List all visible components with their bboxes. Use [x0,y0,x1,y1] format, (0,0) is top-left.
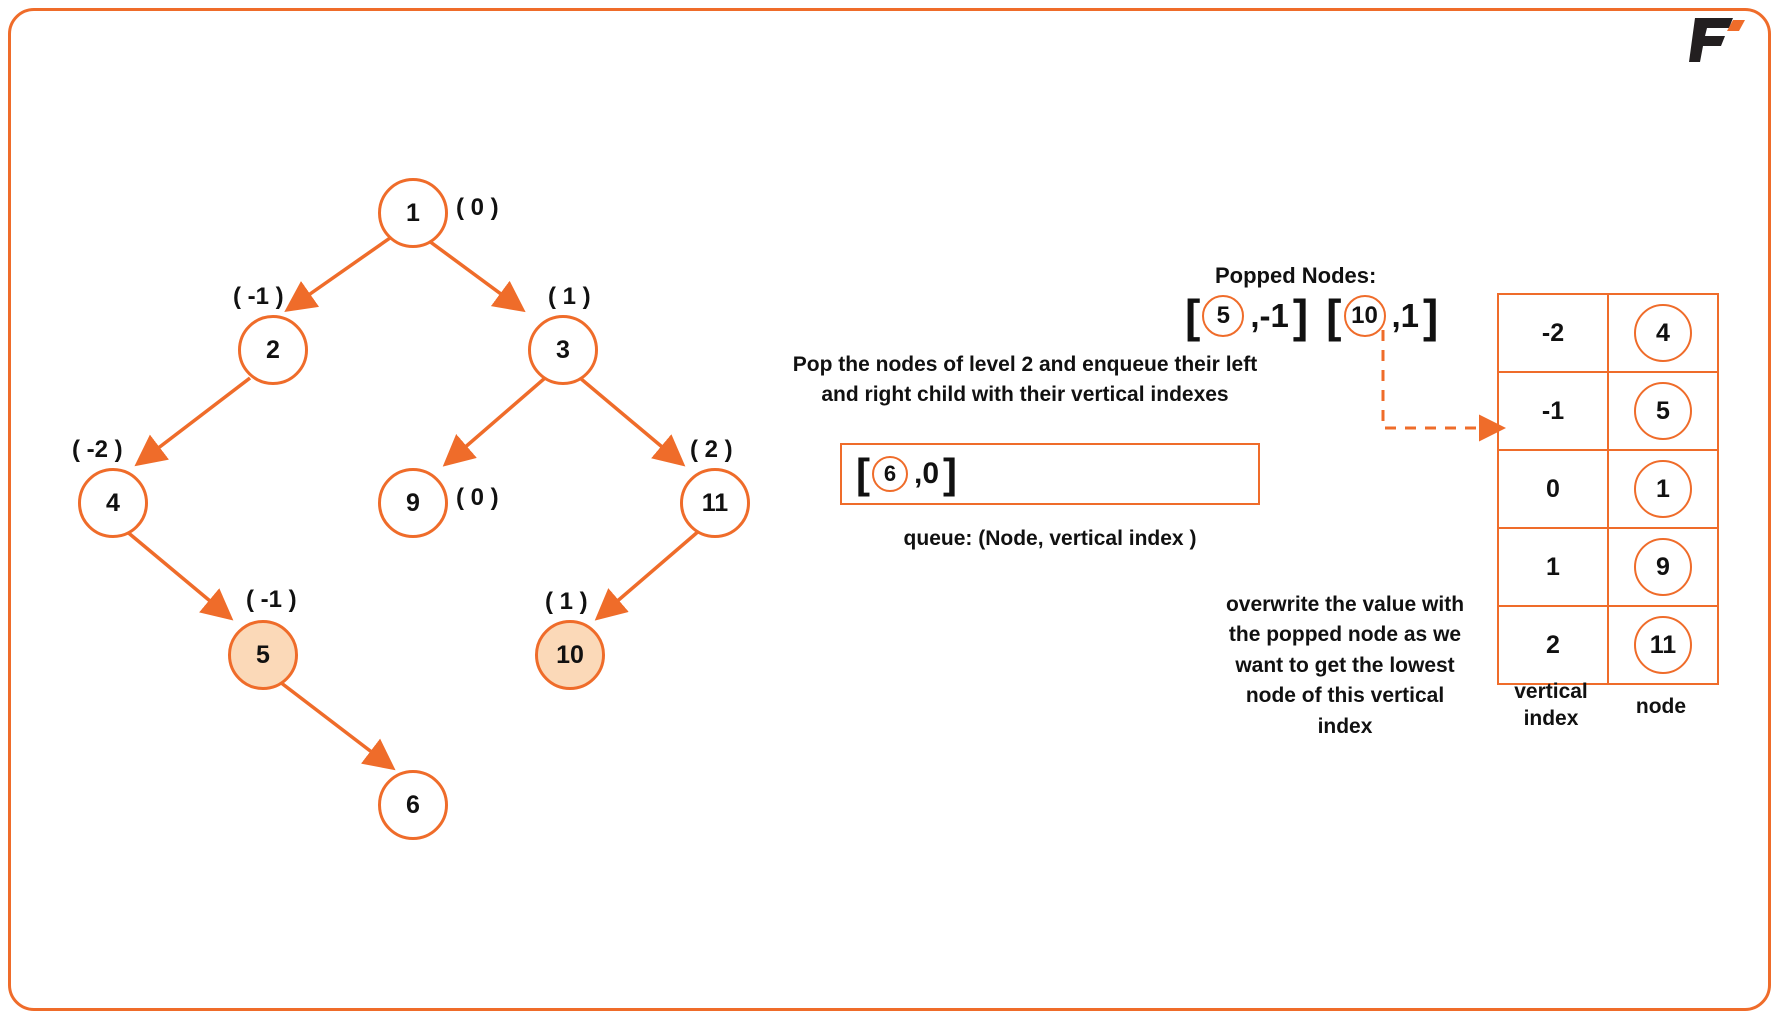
table-cell-vertical-index: -2 [1498,294,1608,372]
popped-open-bracket: [ [1185,290,1201,342]
tree-node-value: 4 [106,488,120,517]
table-row [1498,294,1718,372]
tree-node[interactable] [378,770,448,840]
queue-caption: queue: (Node, vertical index ) [903,526,1197,550]
tree-node-vertical-index: ( 2 ) [690,436,733,463]
popped-close-bracket: ] [1423,290,1439,342]
tree-node[interactable] [228,620,298,690]
tree-node[interactable] [680,468,750,538]
table-cell-node [1608,372,1718,450]
table-cell-node [1608,606,1718,684]
table-row [1498,606,1718,684]
table-cell-vertical-index: 1 [1498,528,1608,606]
popped-index-text: ,-1 [1250,297,1289,334]
table-cell-vertical-index: 2 [1498,606,1608,684]
dashed-pointer-arrow [1350,330,1520,500]
tree-node-value: 3 [556,335,570,364]
queue-box [840,443,1260,505]
tree-node[interactable] [78,468,148,538]
tree-node-vertical-index: ( -1 ) [233,283,284,310]
table-row [1498,528,1718,606]
tree-node[interactable] [528,315,598,385]
table-node-circle: 11 [1634,616,1692,674]
table-node-circle: 9 [1634,538,1692,596]
popped-node-circle: 10 [1344,295,1386,337]
tree-node-vertical-index: ( 0 ) [456,484,499,511]
overwrite-note: overwrite the value with the popped node as we want to get the lowest node of this vertical index [1225,593,1465,738]
table-cell-node [1608,528,1718,606]
table-header-line2: index [1523,707,1579,731]
instruction-block [790,350,1260,551]
table-header-node: node [1635,695,1687,718]
tree-node-value: 1 [406,198,420,227]
tree-node-vertical-index: ( 1 ) [548,283,591,310]
queue-open-bracket: [ [856,449,870,497]
tree-node-value: 2 [266,335,280,364]
f-logo-icon [1689,14,1749,66]
tree-node-value: 6 [406,790,420,819]
table-cell-vertical-index: -1 [1498,372,1608,450]
tree-node[interactable] [535,620,605,690]
vertical-index-table [1497,293,1719,685]
table-cell-vertical-index: 0 [1498,450,1608,528]
binary-tree [0,0,820,860]
popped-nodes-label: Popped Nodes: [1215,263,1377,288]
popped-node-circle: 5 [1202,295,1244,337]
tree-node-vertical-index: ( -2 ) [72,436,123,463]
tree-node-value: 5 [256,640,270,669]
popped-close-bracket: ] [1292,290,1309,342]
table-node-circle: 1 [1634,460,1692,518]
instruction-text: Pop the nodes of level 2 and enqueue their left and right child with their vertical indexes [792,353,1258,407]
tree-edges [0,0,820,860]
table-row [1498,450,1718,528]
tree-node[interactable] [378,178,448,248]
table-row [1498,372,1718,450]
popped-index-text: ,1 [1391,297,1420,334]
table-cell-node [1608,294,1718,372]
queue-node-circle: 6 [872,456,908,492]
tree-node-value: 9 [406,488,420,517]
queue-index-text: ,0 [914,456,940,490]
table-header-vertical-index [1497,678,1605,733]
table-header-line1: vertical [1514,680,1588,703]
queue-close-bracket: ] [943,449,958,497]
table-cell-node [1608,450,1718,528]
tree-node-value: 11 [701,488,729,517]
tree-node[interactable] [378,468,448,538]
tree-node[interactable] [238,315,308,385]
tree-node-value: 10 [556,640,584,669]
tree-node-vertical-index: ( 1 ) [545,588,588,615]
table-node-circle: 5 [1634,382,1692,440]
tree-node-vertical-index: ( 0 ) [456,194,499,221]
table-node-circle: 4 [1634,304,1692,362]
tree-node-vertical-index: ( -1 ) [246,586,297,613]
popped-open-bracket: [ [1326,290,1342,342]
